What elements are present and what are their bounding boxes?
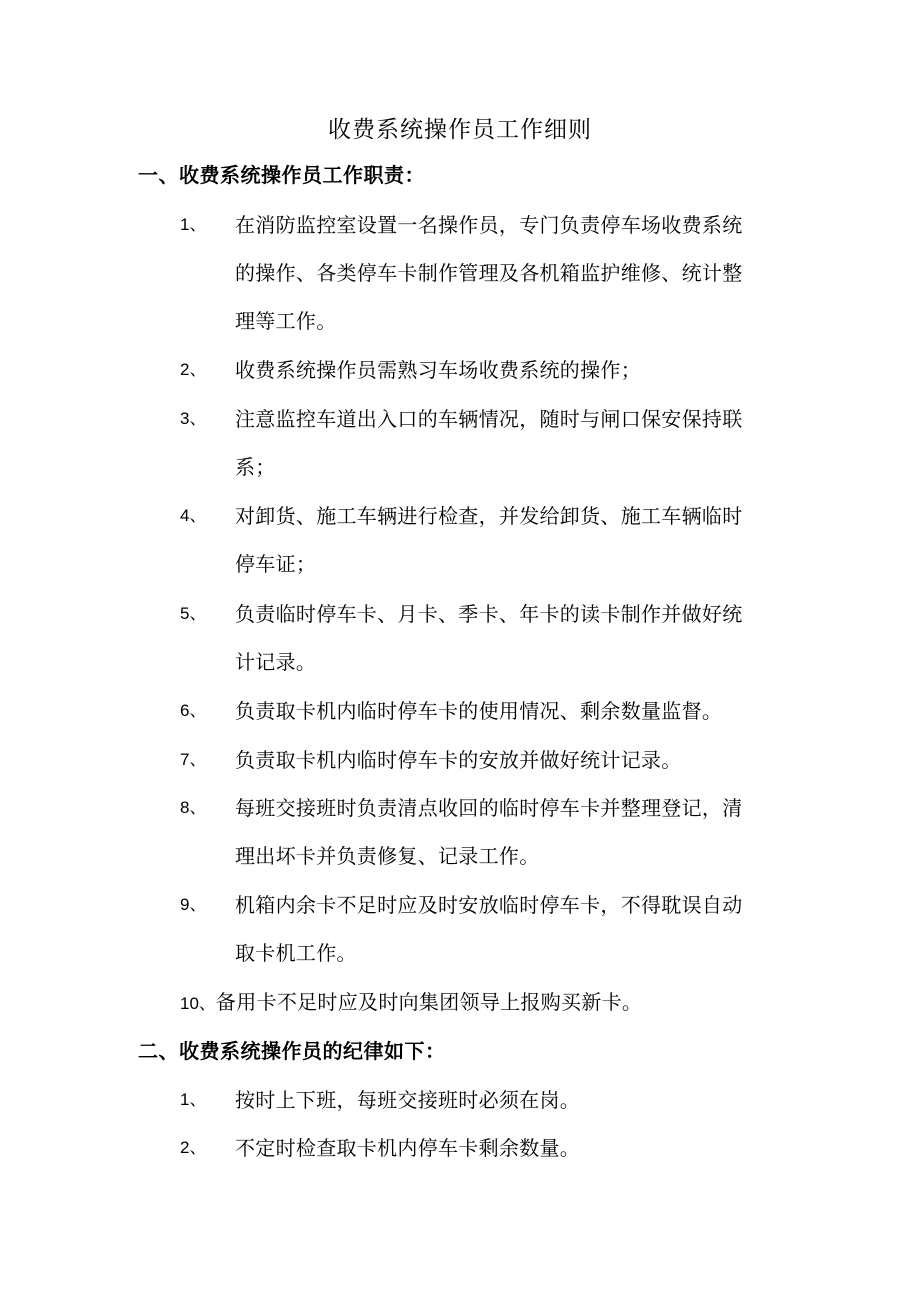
item-number: 1、	[180, 215, 207, 234]
item-line: 停车证；	[235, 552, 317, 576]
item-line: 机箱内余卡不足时应及时安放临时停车卡，不得耽误自动	[235, 893, 743, 917]
item-text	[235, 784, 785, 880]
item-text	[235, 1076, 785, 1124]
duty-item-1	[180, 201, 790, 345]
item-text	[235, 201, 785, 345]
item-line: 每班交接班时负责清点收回的临时停车卡并整理登记，清	[235, 796, 743, 820]
item-number: 6、	[180, 701, 207, 720]
item-number: 9、	[180, 895, 207, 914]
item-text	[235, 492, 785, 588]
item-number: 2、	[180, 360, 207, 379]
discipline-item-1	[180, 1076, 790, 1124]
duty-item-6	[180, 687, 790, 735]
document-title: 收费系统操作员工作细则	[328, 117, 592, 143]
item-text	[235, 590, 785, 686]
item-line: 按时上下班，每班交接班时必须在岗。	[235, 1088, 581, 1112]
item-line: 负责临时停车卡、月卡、季卡、年卡的读卡制作并做好统	[235, 602, 743, 626]
duty-item-8	[180, 784, 790, 880]
item-line: 系；	[235, 455, 276, 479]
item-line: 理出坏卡并负责修复、记录工作。	[235, 844, 540, 868]
item-line: 负责取卡机内临时停车卡的安放并做好统计记录。	[235, 748, 682, 772]
item-line: 不定时检查取卡机内停车卡剩余数量。	[235, 1136, 581, 1160]
duty-item-4	[180, 492, 790, 588]
section-heading-duties: 一、收费系统操作员工作职责：	[138, 163, 425, 187]
item-line: 的操作、各类停车卡制作管理及各机箱监护维修、统计整	[235, 261, 743, 285]
section-heading-discipline: 二、收费系统操作员的纪律如下：	[138, 1039, 446, 1063]
item-text	[235, 881, 785, 977]
item-text: 备用卡不足时应及时向集团领导上报购买新卡。	[215, 990, 643, 1014]
item-number: 10、	[180, 994, 216, 1013]
duty-item-5	[180, 590, 790, 686]
item-text	[235, 736, 785, 784]
item-text	[235, 1124, 785, 1172]
item-line: 理等工作。	[235, 309, 337, 333]
item-number: 5、	[180, 604, 207, 623]
item-line: 负责取卡机内临时停车卡的使用情况、剩余数量监督。	[235, 699, 723, 723]
duty-item-3	[180, 395, 790, 491]
item-number: 1、	[180, 1090, 207, 1109]
item-number: 2、	[180, 1138, 207, 1157]
item-text	[235, 395, 785, 491]
duty-item-9	[180, 881, 790, 977]
item-line: 对卸货、施工车辆进行检查，并发给卸货、施工车辆临时	[235, 504, 743, 528]
item-number: 8、	[180, 798, 207, 817]
item-text	[235, 346, 785, 394]
item-line: 收费系统操作员需熟习车场收费系统的操作；	[235, 358, 641, 382]
item-number: 4、	[180, 506, 207, 525]
duty-item-10	[180, 978, 790, 1028]
duty-item-7	[180, 736, 790, 784]
duty-item-2	[180, 346, 790, 394]
item-line: 计记录。	[235, 650, 317, 674]
item-number: 7、	[180, 750, 207, 769]
item-text	[235, 687, 785, 735]
item-line: 注意监控车道出入口的车辆情况，随时与闸口保安保持联	[235, 407, 743, 431]
item-line: 取卡机工作。	[235, 941, 357, 965]
item-number: 3、	[180, 409, 207, 428]
discipline-item-2	[180, 1124, 790, 1172]
item-line: 在消防监控室设置一名操作员，专门负责停车场收费系统	[235, 213, 743, 237]
